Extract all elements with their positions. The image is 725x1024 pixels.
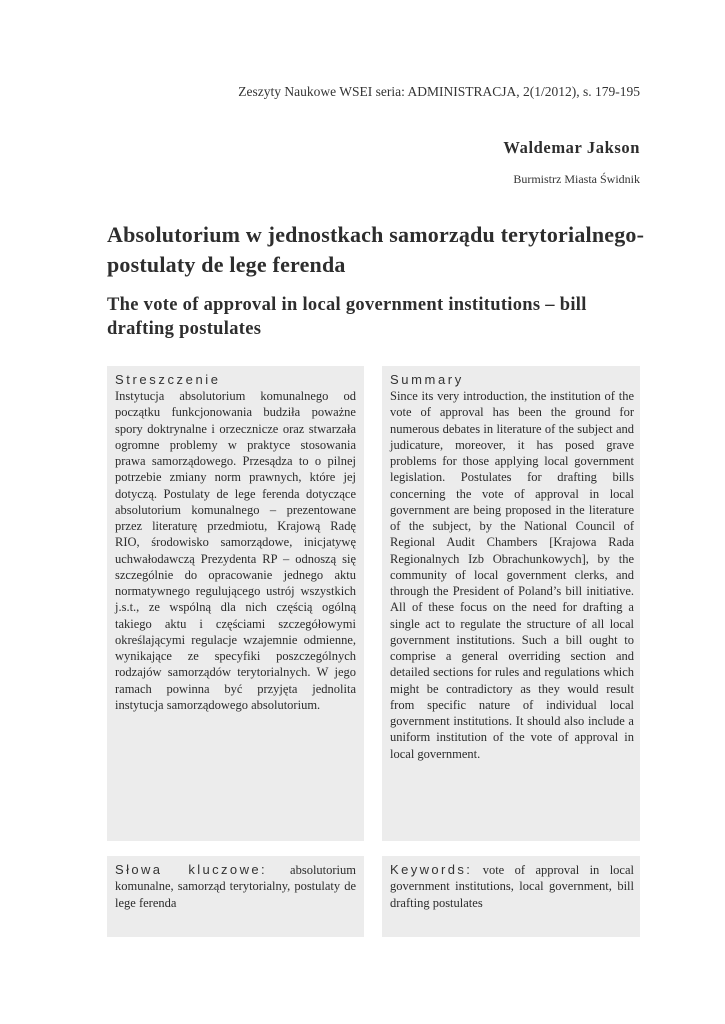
keywords-polish-paragraph (115, 862, 356, 911)
author-affiliation: Burmistrz Miasta Świdnik (513, 172, 640, 186)
abstract-polish-heading: Streszczenie (115, 372, 221, 387)
abstract-english-text: Since its very introduction, the institution of the vote of approval has been the ground for numerous debates in literature of the subject and judicature, moreover, it has posed grave problems for those applying local government legislation. Postulates for drafting bills concerning the vote of approval in local government are being proposed in the literature of the subject, by the National Council of Regional Audit Chambers [Krajowa Rada Regionalnych Izb Obrachunkowych], by the community of local government clerks, and through the President of Poland’s bill initiative. All of these focus on the need for drafting a single act to regulate the structure of all local government institutions. Such a bill ought to comprise a general overriding section and detailed sections for rules and regulations which might be contradictory as they would result from specific nature of individual local government institutions. It should also include a uniform institution of the vote of approval in local government. (390, 389, 634, 761)
keywords-english-label: Keywords: (390, 862, 473, 877)
author-name: Waldemar Jakson (503, 138, 640, 157)
keywords-polish-label: Słowa kluczowe: (115, 862, 267, 877)
abstract-polish-box (107, 366, 364, 841)
keywords-polish-box (107, 856, 364, 937)
title-english: The vote of approval in local government institutions – bill drafting postulates (107, 295, 587, 339)
title-polish: Absolutorium w jednostkach samorządu terytorialnego-postulaty de lege ferenda (107, 222, 645, 277)
abstract-english-box (382, 366, 640, 841)
keywords-polish-text: absolutorium komunalne, samorząd terytorialny, postulaty de lege ferenda (115, 863, 356, 910)
journal-citation: Zeszyty Naukowe WSEI seria: ADMINISTRACJA, 2(1/2012), s. 179-195 (238, 84, 640, 99)
abstract-english-heading: Summary (390, 372, 464, 387)
abstract-polish-text: Instytucja absolutorium komunalnego od początku funkcjonowania budziła poważne spory doktrynalne i orzecznicze oraz stwarzała ogromne problemy w praktyce stosowania prawa samorządowego. Przesądza to o pilnej potrzebie zmiany norm prawnych, które jej dotyczą. Postulaty de lege ferenda dotyczące absolutorium komunalnego – prezentowane przez literaturę przedmiotu, Krajową Radę RIO, środowisko samorządowe, inicjatywę uchwałodawczą Prezydenta RP – odnoszą się szczególnie do opracowanie jednego aktu normatywnego regulującego ustrój wszystkich j.s.t., ze wspólną dla nich częścią ogólną takiego aktu i częściami szczegółowymi określającymi regulacje wzajemnie odmienne, wynikające ze specyfiki poszczególnych rodzajów samorządów terytorialnych. W jego ramach powinna być przyjęta jednolita instytucja samorządowego absolutorium. (115, 389, 356, 712)
keywords-english-text: vote of approval in local government institutions, local government, bill drafting postulates (390, 863, 634, 910)
keywords-english-box (382, 856, 640, 937)
keywords-english-paragraph (390, 862, 634, 911)
